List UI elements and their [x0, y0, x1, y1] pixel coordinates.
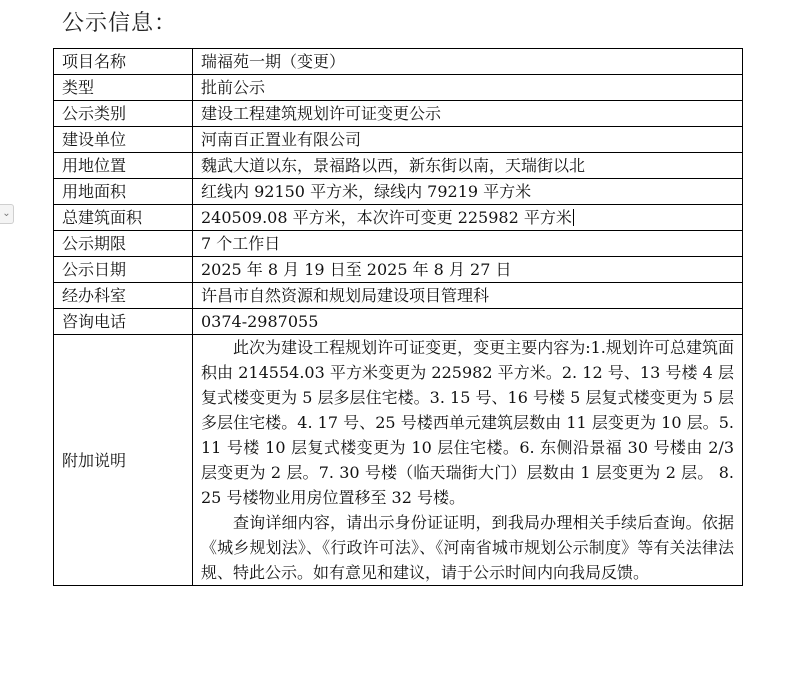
- disclosure-table: [53, 48, 743, 586]
- table-row: [54, 257, 743, 283]
- row-label: 用地位置: [54, 153, 193, 179]
- chevron-down-icon[interactable]: ⌄: [0, 204, 14, 224]
- table-row: [54, 309, 743, 335]
- row-value: 7 个工作日: [193, 231, 743, 257]
- note-content: [193, 335, 743, 586]
- row-value: 瑞福苑一期（变更）: [193, 49, 743, 75]
- table-row: [54, 75, 743, 101]
- row-value: 批前公示: [193, 75, 743, 101]
- table-row: [54, 153, 743, 179]
- table-row: [54, 179, 743, 205]
- table-row: [54, 283, 743, 309]
- row-label: 总建筑面积: [54, 205, 193, 231]
- row-value: 许昌市自然资源和规划局建设项目管理科: [193, 283, 743, 309]
- row-label: 经办科室: [54, 283, 193, 309]
- note-label: 附加说明: [54, 335, 193, 586]
- table-row: [54, 49, 743, 75]
- row-label: 项目名称: [54, 49, 193, 75]
- row-label: 公示类别: [54, 101, 193, 127]
- table-row-note: [54, 335, 743, 586]
- row-value: 红线内 92150 平方米，绿线内 79219 平方米: [193, 179, 743, 205]
- row-value-text: 240509.08 平方米，本次许可变更 225982 平方米: [201, 208, 572, 227]
- table-row: [54, 231, 743, 257]
- table-row: [54, 205, 743, 231]
- note-paragraph-2: 查询详细内容，请出示身份证证明，到我局办理相关手续后查询。依据《城乡规划法》、《行政许可法》、《河南省城市规划公示制度》等有关法律法规、特此公示。如有意见和建议，请于公示时间内向我局反馈。: [201, 513, 734, 582]
- text-caret: [573, 209, 574, 226]
- table-row: [54, 127, 743, 153]
- row-value: 0374-2987055: [193, 309, 743, 335]
- row-value: 河南百正置业有限公司: [193, 127, 743, 153]
- row-value-editing[interactable]: [193, 205, 743, 231]
- row-value: 魏武大道以东，景福路以西，新东街以南，天瑞街以北: [193, 153, 743, 179]
- row-label: 类型: [54, 75, 193, 101]
- row-label: 用地面积: [54, 179, 193, 205]
- row-value: 2025 年 8 月 19 日至 2025 年 8 月 27 日: [193, 257, 743, 283]
- row-label: 咨询电话: [54, 309, 193, 335]
- note-paragraph-1: 此次为建设工程规划许可证变更，变更主要内容为:1.规划许可总建筑面积由 214554.03 平方米变更为 225982 平方米。2. 12 号、13 号楼 4 层复式楼变更为 5 层多层住宅楼。3. 15 号、16 号楼 5 层复式楼变更为 5 层多层住宅楼。4. 17 号、25 号楼西单元建筑层数由 11 层变更为 10 层。5. 11 号楼 10 层复式楼变更为 10 层住宅楼。6. 东侧沿景福 30 号楼由 2/3 层变更为 2 层。7. 30 号楼（临天瑞街大门）层数由 1 层变更为 2 层。 8. 25 号楼物业用房位置移至 32 号楼。: [201, 338, 734, 507]
- row-value: 建设工程建筑规划许可证变更公示: [193, 101, 743, 127]
- row-label: 公示期限: [54, 231, 193, 257]
- page-title: 公示信息：: [62, 11, 178, 36]
- row-label: 建设单位: [54, 127, 193, 153]
- table-row: [54, 101, 743, 127]
- row-label: 公示日期: [54, 257, 193, 283]
